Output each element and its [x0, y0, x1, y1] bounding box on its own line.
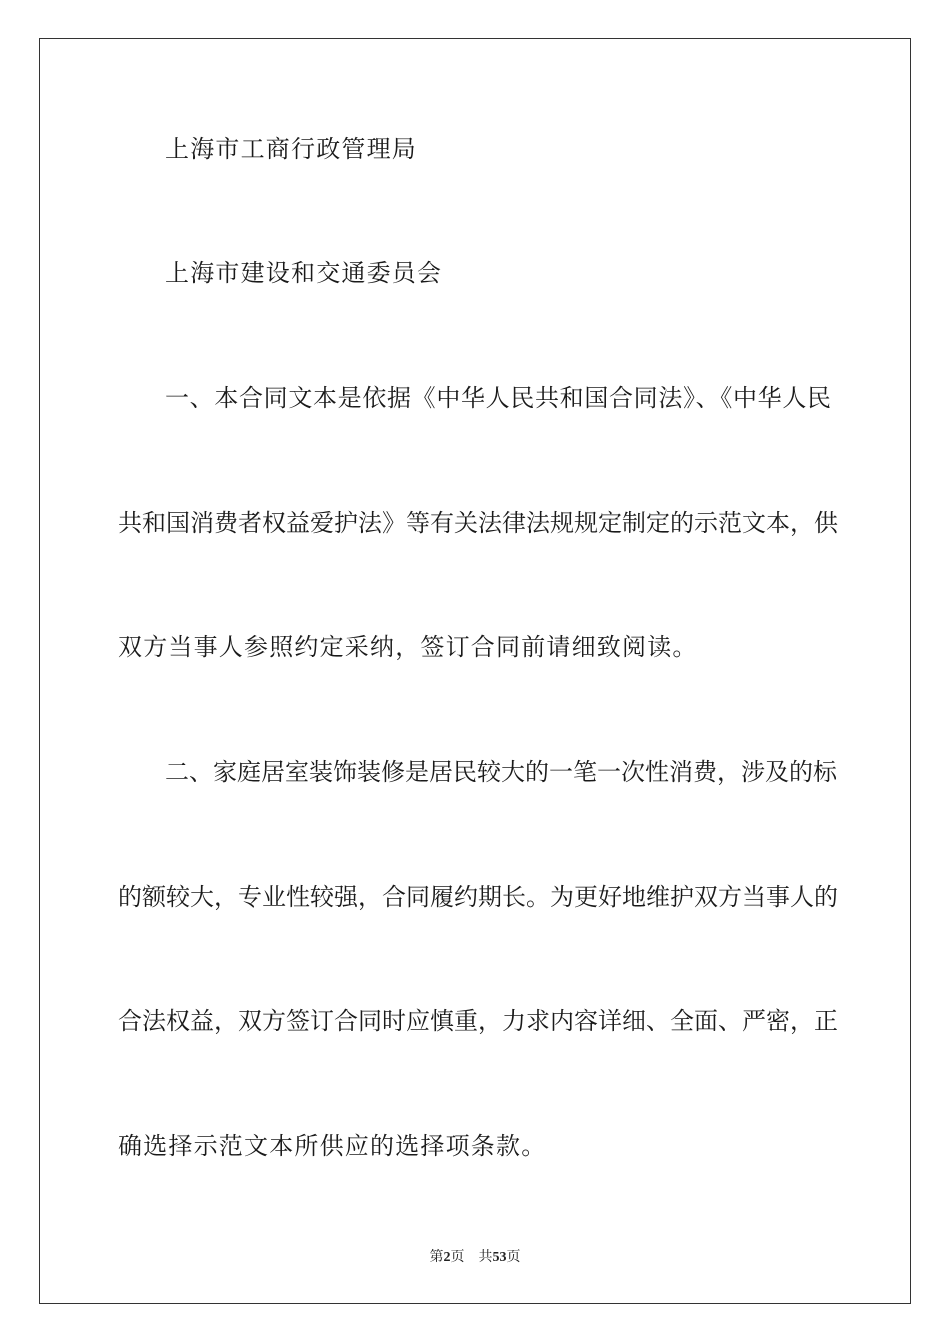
body-line-clause-1c: 双方当事人参照约定采纳，签订合同前请细致阅读。 — [118, 633, 698, 661]
footer-page-number: 2 — [443, 1250, 451, 1265]
footer-page-unit: 页 — [450, 1249, 465, 1265]
body-line-clause-1a: 一、本合同文本是依据《中华人民共和国合同法》、《中华人民 — [165, 384, 831, 412]
body-line-clause-2a: 二、家庭居室装饰装修是居民较大的一笔一次性消费，涉及的标 — [165, 758, 837, 786]
body-line-issuer-1: 上海市工商行政管理局 — [165, 135, 417, 163]
page-footer — [0, 1248, 950, 1267]
footer-total-unit: 页 — [506, 1249, 521, 1265]
footer-total-pages: 53 — [492, 1250, 507, 1265]
body-line-clause-2b: 的额较大，专业性较强，合同履约期长。为更好地维护双方当事人的 — [118, 883, 838, 911]
page-border — [39, 38, 911, 1304]
body-line-clause-2c: 合法权益，双方签订合同时应慎重，力求内容详细、全面、严密，正 — [118, 1007, 838, 1035]
footer-prefix: 第 — [429, 1249, 444, 1265]
body-line-clause-1b: 共和国消费者权益爱护法》等有关法律法规规定制定的示范文本，供 — [118, 509, 838, 537]
footer-total-prefix: 共 — [478, 1249, 493, 1265]
body-line-issuer-2: 上海市建设和交通委员会 — [165, 259, 443, 287]
body-line-clause-2d: 确选择示范文本所供应的选择项条款。 — [118, 1132, 547, 1160]
